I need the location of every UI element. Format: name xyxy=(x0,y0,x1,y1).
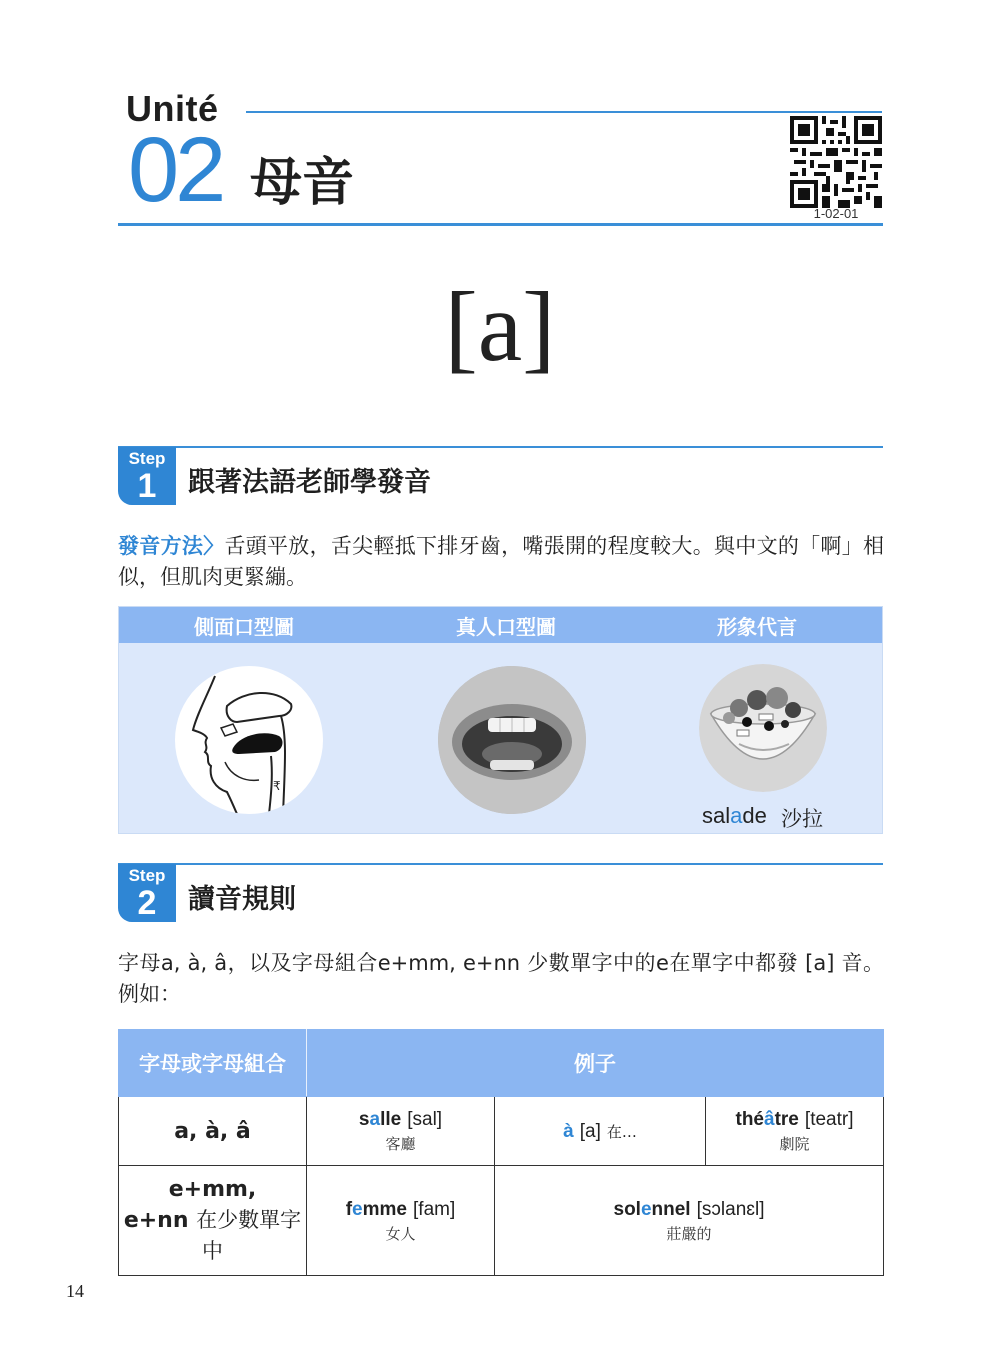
example-word-salade xyxy=(702,803,767,829)
table-header-row xyxy=(119,1030,884,1097)
step1-badge-number: 1 xyxy=(137,467,157,505)
row1-letters-text: a, à, â xyxy=(174,1118,251,1144)
header-image-example: 形象代言 xyxy=(717,615,797,639)
phoneme-symbol: [a] xyxy=(444,271,556,382)
row2-letters-text xyxy=(120,1174,305,1267)
col-header-letters: 字母或字母組合 xyxy=(119,1030,307,1097)
row1-letters xyxy=(119,1097,307,1166)
row2-letters-line2: e+nn xyxy=(123,1208,189,1233)
ex-ipa: [sal] xyxy=(407,1109,443,1130)
ex-ipa: [sɔlanɛl] xyxy=(696,1198,765,1220)
row2-letters xyxy=(119,1166,307,1276)
step2-badge-number: 2 xyxy=(137,884,157,922)
step2-rule xyxy=(118,863,883,865)
ex-pre: sol xyxy=(613,1198,641,1220)
col-header-examples: 例子 xyxy=(307,1030,884,1097)
header-bottom-rule xyxy=(118,223,883,226)
open-mouth-photo-icon xyxy=(438,666,586,814)
audio-track-code: 1-02-01 xyxy=(813,206,859,221)
ex-translation: 女人 xyxy=(385,1224,416,1243)
reading-rule-text: 字母a, à, â，以及字母組合e+mm, e+nn 少數單字中的e在單字中都發 [a] 音。例如： xyxy=(118,951,884,1006)
example-word-translation: 沙拉 xyxy=(781,807,823,831)
ex-ipa: [a] xyxy=(579,1120,601,1142)
example-cell xyxy=(495,1097,706,1166)
header-top-rule xyxy=(246,111,882,113)
unite-label: Unité xyxy=(126,88,219,129)
step1-rule xyxy=(118,446,883,448)
ex-post: mme xyxy=(362,1198,407,1220)
side-profile-diagram-icon xyxy=(175,666,323,814)
ex-ipa: [fam] xyxy=(413,1198,456,1220)
row2-letters-note: 在少數單字中 xyxy=(196,1208,302,1263)
ex-translation: 劇院 xyxy=(779,1135,810,1153)
ex-highlight: a xyxy=(369,1109,381,1130)
ex-ipa: [teatr] xyxy=(804,1109,854,1130)
reading-rules-table xyxy=(118,1029,884,1276)
salad-bowl-icon xyxy=(699,664,827,792)
ex-pre: thé xyxy=(735,1109,764,1130)
step1-badge xyxy=(118,447,176,505)
step2-badge-label: Step xyxy=(128,866,166,885)
ex-highlight: à xyxy=(563,1120,574,1142)
salade-highlight: a xyxy=(730,803,743,828)
method-label: 發音方法〉 xyxy=(118,534,225,558)
ex-translation: 客廳 xyxy=(385,1135,416,1153)
header-side-view: 側面口型圖 xyxy=(194,615,294,639)
mouth-shape-panel xyxy=(118,606,883,834)
ex-post: nnel xyxy=(651,1198,691,1220)
page-number: 14 xyxy=(66,1281,84,1301)
example-cell xyxy=(307,1166,495,1276)
mouth-panel-header xyxy=(119,607,882,643)
step2-badge xyxy=(118,864,176,922)
pronunciation-method xyxy=(118,531,884,593)
example-cell xyxy=(495,1166,884,1276)
svg-text:₹: ₹ xyxy=(273,779,281,793)
unit-title: 母音 xyxy=(250,153,355,213)
row2-letters-line1: e+mm, xyxy=(168,1177,257,1202)
example-cell xyxy=(706,1097,884,1166)
ex-post: lle xyxy=(380,1109,402,1130)
step1-title: 跟著法語老師學發音 xyxy=(188,467,431,498)
ex-highlight: â xyxy=(764,1109,775,1130)
salade-part1: sal xyxy=(702,803,731,828)
ex-pre: f xyxy=(345,1198,353,1220)
unit-number: 02 xyxy=(128,119,223,221)
ex-highlight: e xyxy=(640,1198,652,1220)
qr-code-icon[interactable] xyxy=(790,116,882,208)
ex-post: tre xyxy=(774,1109,799,1130)
ex-highlight: e xyxy=(352,1198,363,1220)
header-real-mouth: 真人口型圖 xyxy=(456,615,556,639)
step1-badge-label: Step xyxy=(128,449,166,468)
table-row xyxy=(119,1166,884,1276)
step2-title: 讀音規則 xyxy=(188,884,296,915)
ex-translation: 莊嚴的 xyxy=(666,1224,712,1243)
salade-part3: de xyxy=(742,803,767,828)
example-cell xyxy=(307,1097,495,1166)
method-text: 舌頭平放，舌尖輕抵下排牙齒，嘴張開的程度較大。與中文的「啊」相似，但肌肉更緊繃。 xyxy=(118,534,885,589)
table-row xyxy=(119,1097,884,1166)
ex-pre: s xyxy=(358,1109,370,1130)
ex-translation: 在… xyxy=(606,1122,637,1141)
